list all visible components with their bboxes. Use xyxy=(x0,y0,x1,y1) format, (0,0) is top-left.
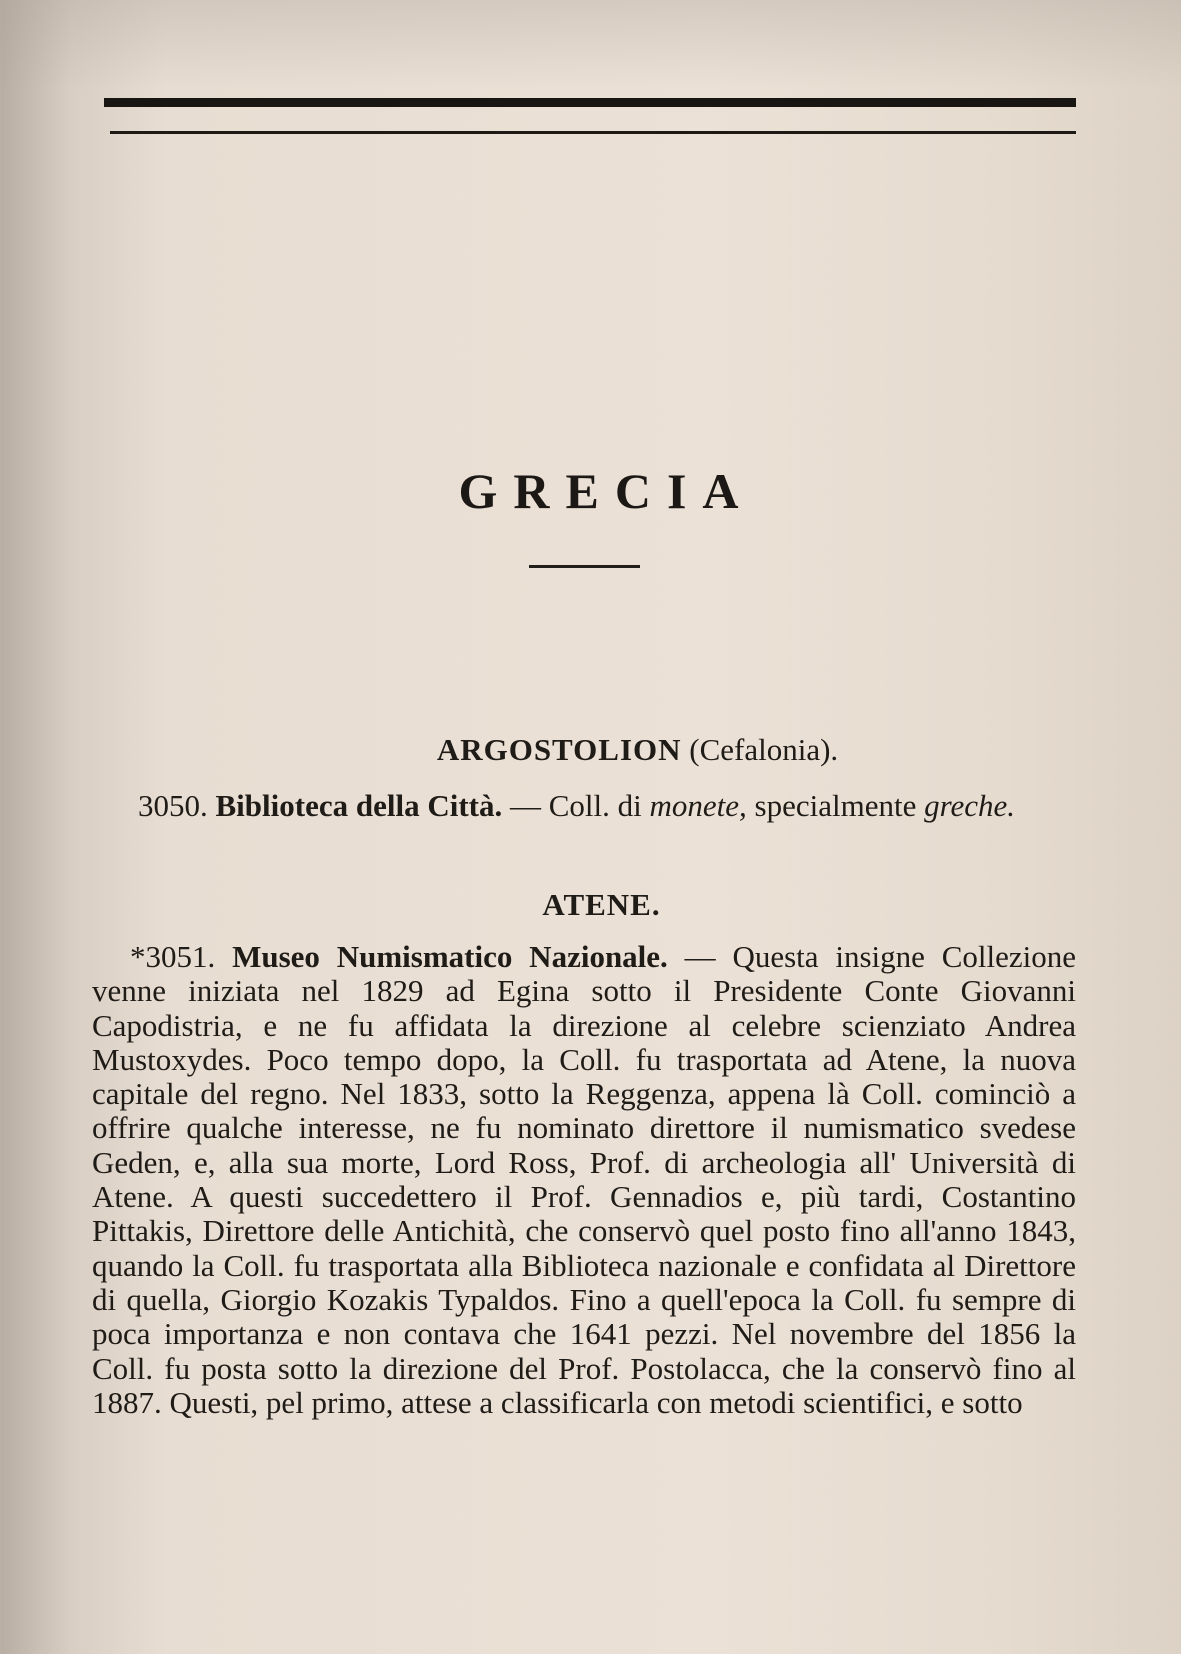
entry-dash: — xyxy=(502,788,549,823)
heading-place: ATENE. xyxy=(542,887,661,922)
page-shadow xyxy=(0,0,1181,90)
entry-number: 3050. xyxy=(138,788,208,823)
entry-text-italic: greche. xyxy=(924,788,1016,823)
entry-3051 xyxy=(92,940,1076,1420)
section-heading-argostolion xyxy=(0,732,1181,768)
title-underline xyxy=(529,565,640,568)
entry-number: *3051. xyxy=(130,939,216,974)
heading-place: ARGOSTOLION xyxy=(436,732,682,767)
entry-name: Biblioteca della Città. xyxy=(215,788,503,823)
heading-note: (Cefalonia). xyxy=(689,732,839,767)
entry-dash: — xyxy=(667,939,733,974)
section-heading-atene xyxy=(0,887,1181,923)
entry-text: specialmente xyxy=(746,788,925,823)
entry-text-italic: monete, xyxy=(649,788,747,823)
entry-text: Coll. di xyxy=(548,788,650,823)
header-rule-thin xyxy=(110,131,1076,134)
entry-text: Questa insigne Collezione venne iniziata nel 1829 ad Egina sotto il Presidente Conte Giovanni Capodistria, e ne fu affidata la direzione al celebre scienziato Andrea Mustoxydes. Poco tempo dopo, la Coll. fu trasportata ad Atene, la nuova capitale del regno. Nel 1833, sotto la Reggenza, appena là Coll. cominciò a offrire qualche interesse, ne fu nominato direttore il numismatico svedese Geden, e, alla sua morte, Lord Ross, Prof. di archeologia all' Università di Atene. A questi succedettero il Prof. Gennadios e, più tardi, Costantino Pittakis, Direttore delle Antichità, che conservò quel posto fino all'anno 1843, quando la Coll. fu trasportata alla Biblioteca nazionale e confidata al Direttore di quella, Giorgio Kozakis Typaldos. Fino a quell'epoca la Coll. fu sempre di poca importanza e non contava che 1641 pezzi. Nel novembre del 1856 la Coll. fu posta sotto la direzione del Prof. Postolacca, che la conservò fino al 1887. Questi, pel primo, attese a classificarla con metodi scientifici, e sotto xyxy=(92,939,1077,1420)
header-rule-thick xyxy=(104,98,1076,107)
entry-name: Museo Numismatico Nazionale. xyxy=(232,939,668,974)
page-title: GRECIA xyxy=(458,463,755,519)
entry-3050 xyxy=(92,788,1076,824)
